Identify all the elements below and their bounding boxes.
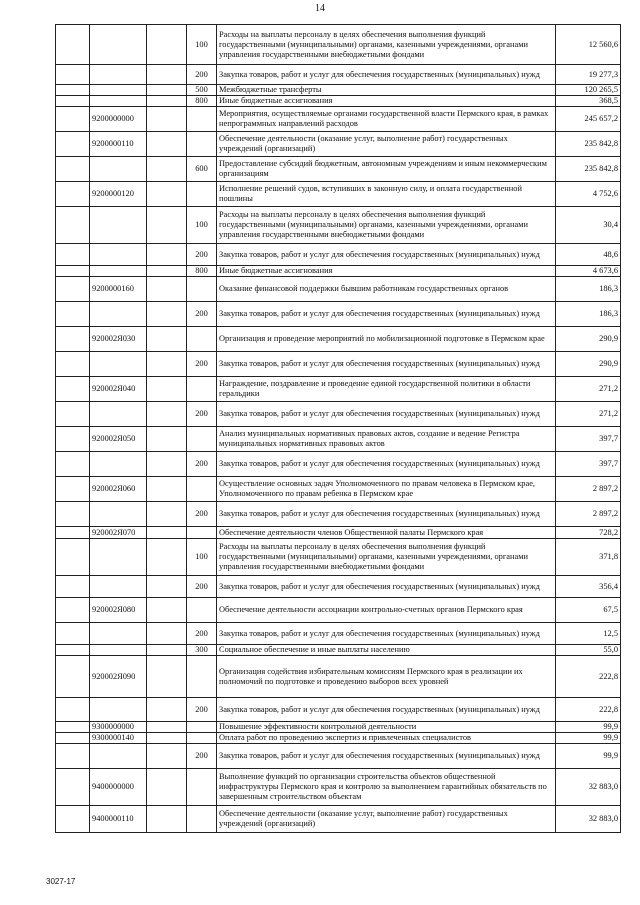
empty-cell: [56, 698, 90, 722]
target-code-cell: [90, 266, 147, 277]
empty-cell: [147, 722, 187, 733]
table-row-expense-type: [56, 207, 621, 244]
item-name-cell: Награждение, поздравление и проведение единой государственной политики в области геральдики: [217, 377, 556, 402]
empty-cell: [56, 477, 90, 502]
item-name-cell: Социальное обеспечение и иные выплаты населению: [217, 645, 556, 656]
empty-cell: [147, 377, 187, 402]
expense-type-code-cell: 200: [187, 576, 217, 598]
item-name-cell: Закупка товаров, работ и услуг для обеспечения государственных (муниципальных) нужд: [217, 302, 556, 327]
item-name-cell: Осуществление основных задач Уполномоченного по правам человека в Пермском крае, Уполномоченного по правам ребенка в Пермском крае: [217, 477, 556, 502]
amount-cell: 245 657,2: [556, 107, 621, 132]
item-name-cell: Закупка товаров, работ и услуг для обеспечения государственных (муниципальных) нужд: [217, 623, 556, 645]
empty-cell: [56, 302, 90, 327]
item-name-cell: Закупка товаров, работ и услуг для обеспечения государственных (муниципальных) нужд: [217, 452, 556, 477]
target-code-cell: 920002Я050: [90, 427, 147, 452]
amount-cell: 271,2: [556, 377, 621, 402]
table-row-target-item: [56, 598, 621, 623]
expense-type-code-cell: [187, 527, 217, 539]
item-name-cell: Расходы на выплаты персоналу в целях обеспечения выполнения функций государственными (муниципальными) органами, казенными учреждениями, органами управления государственными внебюджетными фондами: [217, 539, 556, 576]
expense-type-code-cell: 200: [187, 452, 217, 477]
item-name-cell: Закупка товаров, работ и услуг для обеспечения государственных (муниципальных) нужд: [217, 502, 556, 527]
expense-type-code-cell: [187, 722, 217, 733]
target-code-cell: 920002Я060: [90, 477, 147, 502]
expense-type-code-cell: 100: [187, 539, 217, 576]
empty-cell: [56, 107, 90, 132]
expense-type-code-cell: 200: [187, 744, 217, 769]
amount-cell: 235 842,8: [556, 132, 621, 157]
table-row-expense-type: [56, 352, 621, 377]
table-row-expense-type: [56, 65, 621, 85]
item-name-cell: Межбюджетные трансферты: [217, 85, 556, 96]
amount-cell: 290,9: [556, 327, 621, 352]
empty-cell: [56, 157, 90, 182]
table-row-target-item: [56, 427, 621, 452]
empty-cell: [147, 182, 187, 207]
empty-cell: [56, 527, 90, 539]
amount-cell: 99,9: [556, 722, 621, 733]
empty-cell: [147, 539, 187, 576]
expense-type-code-cell: 100: [187, 207, 217, 244]
amount-cell: 368,5: [556, 96, 621, 107]
item-name-cell: Иные бюджетные ассигнования: [217, 266, 556, 277]
table-row-expense-type: [56, 85, 621, 96]
item-name-cell: Закупка товаров, работ и услуг для обеспечения государственных (муниципальных) нужд: [217, 744, 556, 769]
table-row-target-item: [56, 656, 621, 698]
empty-cell: [147, 266, 187, 277]
amount-cell: 186,3: [556, 302, 621, 327]
target-code-cell: 9300000000: [90, 722, 147, 733]
table-row-target-item: [56, 769, 621, 806]
amount-cell: 371,8: [556, 539, 621, 576]
table-row-expense-type: [56, 744, 621, 769]
empty-cell: [147, 96, 187, 107]
empty-cell: [56, 132, 90, 157]
empty-cell: [147, 733, 187, 744]
empty-cell: [147, 402, 187, 427]
target-code-cell: 9200000110: [90, 132, 147, 157]
table-row-target-item: [56, 722, 621, 733]
table-row-expense-type: [56, 698, 621, 722]
target-code-cell: 920002Я040: [90, 377, 147, 402]
expense-type-code-cell: 200: [187, 302, 217, 327]
expense-type-code-cell: 600: [187, 157, 217, 182]
table-row-target-item: [56, 182, 621, 207]
item-name-cell: Оказание финансовой поддержки бывшим работникам государственных органов: [217, 277, 556, 302]
empty-cell: [147, 132, 187, 157]
target-code-cell: [90, 302, 147, 327]
empty-cell: [147, 806, 187, 833]
expense-type-code-cell: [187, 656, 217, 698]
target-code-cell: [90, 244, 147, 266]
expense-type-code-cell: 500: [187, 85, 217, 96]
amount-cell: 235 842,8: [556, 157, 621, 182]
target-code-cell: [90, 85, 147, 96]
target-code-cell: 9300000140: [90, 733, 147, 744]
expense-type-code-cell: 100: [187, 25, 217, 65]
target-code-cell: 9200000000: [90, 107, 147, 132]
item-name-cell: Расходы на выплаты персоналу в целях обеспечения выполнения функций государственными (муниципальными) органами, казенными учреждениями, органами управления государственными внебюджетными фондами: [217, 207, 556, 244]
empty-cell: [56, 576, 90, 598]
empty-cell: [56, 539, 90, 576]
empty-cell: [56, 402, 90, 427]
target-code-cell: [90, 576, 147, 598]
expense-type-code-cell: [187, 132, 217, 157]
expense-type-code-cell: [187, 377, 217, 402]
empty-cell: [56, 85, 90, 96]
table-row-expense-type: [56, 266, 621, 277]
expense-type-code-cell: 200: [187, 352, 217, 377]
target-code-cell: [90, 96, 147, 107]
page-number: 14: [315, 3, 325, 14]
amount-cell: 12,5: [556, 623, 621, 645]
item-name-cell: Предоставление субсидий бюджетным, автономным учреждениям и иным некоммерческим организациям: [217, 157, 556, 182]
amount-cell: 32 883,0: [556, 769, 621, 806]
target-code-cell: 920002Я090: [90, 656, 147, 698]
item-name-cell: Закупка товаров, работ и услуг для обеспечения государственных (муниципальных) нужд: [217, 698, 556, 722]
empty-cell: [56, 327, 90, 352]
amount-cell: 19 277,3: [556, 65, 621, 85]
amount-cell: 120 265,5: [556, 85, 621, 96]
amount-cell: 4 752,6: [556, 182, 621, 207]
expense-type-code-cell: [187, 277, 217, 302]
item-name-cell: Мероприятия, осуществляемые органами государственной власти Пермского края, в рамках непрограммных направлений расходов: [217, 107, 556, 132]
expense-type-code-cell: [187, 806, 217, 833]
empty-cell: [56, 733, 90, 744]
empty-cell: [147, 65, 187, 85]
expense-type-code-cell: 800: [187, 96, 217, 107]
table-row-target-item: [56, 132, 621, 157]
table-row-expense-type: [56, 402, 621, 427]
target-code-cell: [90, 402, 147, 427]
item-name-cell: Обеспечение деятельности членов Общественной палаты Пермского края: [217, 527, 556, 539]
expense-type-code-cell: [187, 769, 217, 806]
empty-cell: [56, 427, 90, 452]
empty-cell: [56, 377, 90, 402]
item-name-cell: Исполнение решений судов, вступивших в законную силу, и оплата государственной пошлины: [217, 182, 556, 207]
item-name-cell: Анализ муниципальных нормативных правовых актов, создание и ведение Регистра муниципальных нормативных правовых актов: [217, 427, 556, 452]
empty-cell: [56, 656, 90, 698]
amount-cell: 48,6: [556, 244, 621, 266]
expense-type-code-cell: [187, 327, 217, 352]
expense-type-code-cell: 200: [187, 244, 217, 266]
table-row-expense-type: [56, 302, 621, 327]
empty-cell: [147, 656, 187, 698]
amount-cell: 397,7: [556, 427, 621, 452]
expense-type-code-cell: 200: [187, 402, 217, 427]
empty-cell: [147, 645, 187, 656]
empty-cell: [147, 477, 187, 502]
table-row-expense-type: [56, 576, 621, 598]
item-name-cell: Закупка товаров, работ и услуг для обеспечения государственных (муниципальных) нужд: [217, 65, 556, 85]
empty-cell: [147, 598, 187, 623]
table-row-target-item: [56, 477, 621, 502]
empty-cell: [147, 698, 187, 722]
empty-cell: [147, 277, 187, 302]
table-row-expense-type: [56, 244, 621, 266]
item-name-cell: Расходы на выплаты персоналу в целях обеспечения выполнения функций государственными (муниципальными) органами, казенными учреждениями, органами управления государственными внебюджетными фондами: [217, 25, 556, 65]
empty-cell: [147, 452, 187, 477]
expense-type-code-cell: [187, 107, 217, 132]
empty-cell: [56, 645, 90, 656]
target-code-cell: [90, 502, 147, 527]
target-code-cell: [90, 645, 147, 656]
item-name-cell: Закупка товаров, работ и услуг для обеспечения государственных (муниципальных) нужд: [217, 352, 556, 377]
empty-cell: [147, 302, 187, 327]
target-code-cell: [90, 539, 147, 576]
empty-cell: [56, 806, 90, 833]
expense-type-code-cell: 800: [187, 266, 217, 277]
table-row-expense-type: [56, 645, 621, 656]
empty-cell: [56, 244, 90, 266]
empty-cell: [56, 352, 90, 377]
table-row-expense-type: [56, 502, 621, 527]
table-row-expense-type: [56, 157, 621, 182]
expense-type-code-cell: 200: [187, 502, 217, 527]
expense-type-code-cell: 200: [187, 65, 217, 85]
empty-cell: [147, 502, 187, 527]
amount-cell: 222,8: [556, 656, 621, 698]
empty-cell: [147, 744, 187, 769]
target-code-cell: [90, 452, 147, 477]
amount-cell: 32 883,0: [556, 806, 621, 833]
item-name-cell: Повышение эффективности контрольной деятельности: [217, 722, 556, 733]
empty-cell: [56, 182, 90, 207]
table-row-expense-type: [56, 539, 621, 576]
item-name-cell: Закупка товаров, работ и услуг для обеспечения государственных (муниципальных) нужд: [217, 244, 556, 266]
item-name-cell: Организация и проведение мероприятий по мобилизационной подготовке в Пермском крае: [217, 327, 556, 352]
item-name-cell: Обеспечение деятельности (оказание услуг, выполнение работ) государственных учреждений (организаций): [217, 132, 556, 157]
amount-cell: 356,4: [556, 576, 621, 598]
amount-cell: 99,9: [556, 744, 621, 769]
amount-cell: 271,2: [556, 402, 621, 427]
target-code-cell: [90, 698, 147, 722]
expense-type-code-cell: [187, 598, 217, 623]
item-name-cell: Обеспечение деятельности (оказание услуг, выполнение работ) государственных учреждений (организаций): [217, 806, 556, 833]
item-name-cell: Закупка товаров, работ и услуг для обеспечения государственных (муниципальных) нужд: [217, 576, 556, 598]
empty-cell: [56, 65, 90, 85]
table-row-expense-type: [56, 96, 621, 107]
expense-type-code-cell: [187, 477, 217, 502]
empty-cell: [147, 623, 187, 645]
item-name-cell: Обеспечение деятельности ассоциации контрольно-счетных органов Пермского края: [217, 598, 556, 623]
empty-cell: [147, 157, 187, 182]
expense-type-code-cell: [187, 733, 217, 744]
table-row-target-item: [56, 377, 621, 402]
empty-cell: [147, 427, 187, 452]
target-code-cell: [90, 25, 147, 65]
empty-cell: [147, 327, 187, 352]
target-code-cell: 9400000000: [90, 769, 147, 806]
amount-cell: 99,9: [556, 733, 621, 744]
table-row-expense-type: [56, 25, 621, 65]
empty-cell: [56, 769, 90, 806]
amount-cell: 12 560,6: [556, 25, 621, 65]
empty-cell: [147, 207, 187, 244]
empty-cell: [56, 207, 90, 244]
empty-cell: [56, 266, 90, 277]
expense-type-code-cell: [187, 182, 217, 207]
table-row-expense-type: [56, 452, 621, 477]
empty-cell: [56, 96, 90, 107]
item-name-cell: Оплата работ по проведению экспертиз и привлеченных специалистов: [217, 733, 556, 744]
item-name-cell: Закупка товаров, работ и услуг для обеспечения государственных (муниципальных) нужд: [217, 402, 556, 427]
empty-cell: [56, 502, 90, 527]
amount-cell: 67,5: [556, 598, 621, 623]
empty-cell: [56, 623, 90, 645]
table-row-target-item: [56, 277, 621, 302]
expense-type-code-cell: [187, 427, 217, 452]
table-row-target-item: [56, 806, 621, 833]
amount-cell: 55,0: [556, 645, 621, 656]
budget-table-body: [56, 25, 621, 833]
expense-type-code-cell: 200: [187, 623, 217, 645]
target-code-cell: [90, 207, 147, 244]
amount-cell: 186,3: [556, 277, 621, 302]
target-code-cell: 9400000110: [90, 806, 147, 833]
empty-cell: [147, 352, 187, 377]
amount-cell: 222,8: [556, 698, 621, 722]
target-code-cell: 920002Я030: [90, 327, 147, 352]
empty-cell: [56, 722, 90, 733]
amount-cell: 2 897,2: [556, 502, 621, 527]
document-code: 3027-17: [46, 877, 76, 886]
amount-cell: 290,9: [556, 352, 621, 377]
amount-cell: 397,7: [556, 452, 621, 477]
table-row-target-item: [56, 107, 621, 132]
empty-cell: [147, 769, 187, 806]
table-row-target-item: [56, 733, 621, 744]
target-code-cell: 9200000160: [90, 277, 147, 302]
target-code-cell: [90, 157, 147, 182]
target-code-cell: 920002Я070: [90, 527, 147, 539]
empty-cell: [56, 744, 90, 769]
empty-cell: [147, 107, 187, 132]
item-name-cell: Организация содействия избирательным комиссиям Пермского края в реализации их полномочий по подготовке и проведению выборов всех уровней: [217, 656, 556, 698]
target-code-cell: 9200000120: [90, 182, 147, 207]
expense-type-code-cell: 200: [187, 698, 217, 722]
target-code-cell: 920002Я080: [90, 598, 147, 623]
amount-cell: 30,4: [556, 207, 621, 244]
amount-cell: 728,2: [556, 527, 621, 539]
empty-cell: [56, 277, 90, 302]
target-code-cell: [90, 65, 147, 85]
empty-cell: [147, 527, 187, 539]
target-code-cell: [90, 623, 147, 645]
table-row-expense-type: [56, 623, 621, 645]
item-name-cell: Иные бюджетные ассигнования: [217, 96, 556, 107]
empty-cell: [147, 85, 187, 96]
budget-table: [55, 24, 621, 833]
table-row-target-item: [56, 327, 621, 352]
empty-cell: [147, 25, 187, 65]
empty-cell: [56, 598, 90, 623]
empty-cell: [56, 25, 90, 65]
amount-cell: 4 673,6: [556, 266, 621, 277]
target-code-cell: [90, 352, 147, 377]
empty-cell: [56, 452, 90, 477]
item-name-cell: Выполнение функций по организации строительства объектов общественной инфраструктуры Пермского края и контролю за выполнением гарантийных обязательств по завершенным строительством объектам: [217, 769, 556, 806]
expense-type-code-cell: 300: [187, 645, 217, 656]
empty-cell: [147, 576, 187, 598]
amount-cell: 2 897,2: [556, 477, 621, 502]
target-code-cell: [90, 744, 147, 769]
empty-cell: [147, 244, 187, 266]
table-row-target-item: [56, 527, 621, 539]
